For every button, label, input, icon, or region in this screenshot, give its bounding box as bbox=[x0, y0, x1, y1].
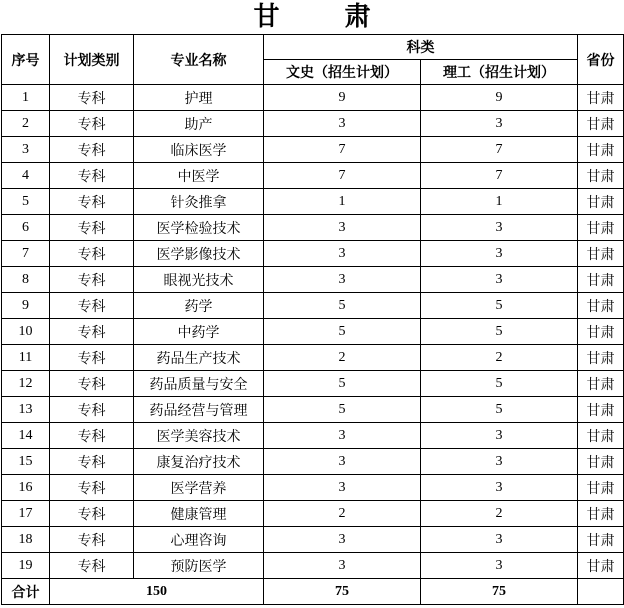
cell-seq: 4 bbox=[2, 163, 50, 189]
cell-major: 医学营养 bbox=[134, 475, 264, 501]
total-overall: 150 bbox=[50, 579, 264, 605]
cell-province: 甘肃 bbox=[578, 319, 624, 345]
cell-major: 眼视光技术 bbox=[134, 267, 264, 293]
cell-arts: 3 bbox=[264, 475, 421, 501]
cell-seq: 13 bbox=[2, 397, 50, 423]
cell-plan-type: 专科 bbox=[50, 345, 134, 371]
cell-province: 甘肃 bbox=[578, 423, 624, 449]
cell-plan-type: 专科 bbox=[50, 475, 134, 501]
cell-seq: 17 bbox=[2, 501, 50, 527]
cell-major: 临床医学 bbox=[134, 137, 264, 163]
cell-major: 药品生产技术 bbox=[134, 345, 264, 371]
cell-seq: 2 bbox=[2, 111, 50, 137]
cell-arts: 5 bbox=[264, 397, 421, 423]
table-row bbox=[2, 423, 624, 449]
cell-seq: 1 bbox=[2, 85, 50, 111]
cell-plan-type: 专科 bbox=[50, 371, 134, 397]
cell-province: 甘肃 bbox=[578, 553, 624, 579]
cell-arts: 5 bbox=[264, 371, 421, 397]
cell-science: 3 bbox=[421, 423, 578, 449]
cell-arts: 2 bbox=[264, 345, 421, 371]
page-title: 甘 肃 bbox=[253, 2, 399, 32]
cell-major: 护理 bbox=[134, 85, 264, 111]
table-row bbox=[2, 371, 624, 397]
cell-province: 甘肃 bbox=[578, 293, 624, 319]
cell-science: 5 bbox=[421, 293, 578, 319]
table-row bbox=[2, 267, 624, 293]
cell-major: 助产 bbox=[134, 111, 264, 137]
cell-arts: 9 bbox=[264, 85, 421, 111]
cell-province: 甘肃 bbox=[578, 527, 624, 553]
header-arts: 文史（招生计划） bbox=[264, 60, 421, 85]
table-row bbox=[2, 449, 624, 475]
cell-major: 针灸推拿 bbox=[134, 189, 264, 215]
cell-science: 9 bbox=[421, 85, 578, 111]
cell-science: 3 bbox=[421, 553, 578, 579]
cell-arts: 3 bbox=[264, 215, 421, 241]
cell-science: 3 bbox=[421, 215, 578, 241]
cell-science: 3 bbox=[421, 267, 578, 293]
cell-major: 健康管理 bbox=[134, 501, 264, 527]
header-province: 省份 bbox=[578, 35, 624, 85]
cell-plan-type: 专科 bbox=[50, 501, 134, 527]
cell-major: 药品质量与安全 bbox=[134, 371, 264, 397]
cell-seq: 19 bbox=[2, 553, 50, 579]
cell-seq: 12 bbox=[2, 371, 50, 397]
table-row bbox=[2, 111, 624, 137]
cell-seq: 18 bbox=[2, 527, 50, 553]
cell-science: 2 bbox=[421, 501, 578, 527]
cell-seq: 8 bbox=[2, 267, 50, 293]
cell-science: 7 bbox=[421, 137, 578, 163]
cell-science: 1 bbox=[421, 189, 578, 215]
cell-major: 药学 bbox=[134, 293, 264, 319]
total-label: 合计 bbox=[2, 579, 50, 605]
cell-seq: 6 bbox=[2, 215, 50, 241]
cell-plan-type: 专科 bbox=[50, 527, 134, 553]
cell-seq: 11 bbox=[2, 345, 50, 371]
cell-arts: 2 bbox=[264, 501, 421, 527]
cell-province: 甘肃 bbox=[578, 137, 624, 163]
cell-plan-type: 专科 bbox=[50, 163, 134, 189]
table-row bbox=[2, 215, 624, 241]
cell-science: 2 bbox=[421, 345, 578, 371]
table-row bbox=[2, 293, 624, 319]
total-arts: 75 bbox=[264, 579, 421, 605]
cell-plan-type: 专科 bbox=[50, 137, 134, 163]
cell-arts: 3 bbox=[264, 449, 421, 475]
cell-plan-type: 专科 bbox=[50, 267, 134, 293]
total-science: 75 bbox=[421, 579, 578, 605]
cell-province: 甘肃 bbox=[578, 345, 624, 371]
cell-province: 甘肃 bbox=[578, 501, 624, 527]
table-row bbox=[2, 241, 624, 267]
table-row bbox=[2, 475, 624, 501]
cell-province: 甘肃 bbox=[578, 163, 624, 189]
header-subject-group: 科类 bbox=[264, 35, 578, 60]
cell-major: 中药学 bbox=[134, 319, 264, 345]
table-row bbox=[2, 345, 624, 371]
cell-seq: 5 bbox=[2, 189, 50, 215]
cell-province: 甘肃 bbox=[578, 111, 624, 137]
total-row bbox=[2, 579, 624, 605]
total-province-empty bbox=[578, 579, 624, 605]
cell-major: 心理咨询 bbox=[134, 527, 264, 553]
cell-arts: 3 bbox=[264, 423, 421, 449]
cell-science: 7 bbox=[421, 163, 578, 189]
cell-province: 甘肃 bbox=[578, 267, 624, 293]
cell-plan-type: 专科 bbox=[50, 111, 134, 137]
cell-science: 3 bbox=[421, 111, 578, 137]
cell-plan-type: 专科 bbox=[50, 449, 134, 475]
cell-science: 3 bbox=[421, 241, 578, 267]
cell-province: 甘肃 bbox=[578, 215, 624, 241]
cell-major: 医学检验技术 bbox=[134, 215, 264, 241]
cell-province: 甘肃 bbox=[578, 397, 624, 423]
cell-seq: 9 bbox=[2, 293, 50, 319]
cell-plan-type: 专科 bbox=[50, 215, 134, 241]
cell-plan-type: 专科 bbox=[50, 189, 134, 215]
cell-seq: 15 bbox=[2, 449, 50, 475]
cell-province: 甘肃 bbox=[578, 85, 624, 111]
cell-plan-type: 专科 bbox=[50, 553, 134, 579]
cell-province: 甘肃 bbox=[578, 371, 624, 397]
cell-plan-type: 专科 bbox=[50, 397, 134, 423]
cell-province: 甘肃 bbox=[578, 241, 624, 267]
cell-province: 甘肃 bbox=[578, 189, 624, 215]
table-row bbox=[2, 85, 624, 111]
cell-plan-type: 专科 bbox=[50, 423, 134, 449]
cell-arts: 3 bbox=[264, 267, 421, 293]
cell-science: 3 bbox=[421, 449, 578, 475]
cell-major: 医学美容技术 bbox=[134, 423, 264, 449]
table-row bbox=[2, 163, 624, 189]
table-row bbox=[2, 527, 624, 553]
cell-science: 3 bbox=[421, 475, 578, 501]
cell-arts: 5 bbox=[264, 319, 421, 345]
cell-major: 中医学 bbox=[134, 163, 264, 189]
cell-arts: 5 bbox=[264, 293, 421, 319]
cell-plan-type: 专科 bbox=[50, 293, 134, 319]
cell-major: 医学影像技术 bbox=[134, 241, 264, 267]
cell-seq: 16 bbox=[2, 475, 50, 501]
header-science: 理工（招生计划） bbox=[421, 60, 578, 85]
cell-seq: 14 bbox=[2, 423, 50, 449]
cell-science: 5 bbox=[421, 371, 578, 397]
cell-science: 5 bbox=[421, 397, 578, 423]
cell-major: 康复治疗技术 bbox=[134, 449, 264, 475]
table-row bbox=[2, 319, 624, 345]
cell-seq: 3 bbox=[2, 137, 50, 163]
cell-science: 5 bbox=[421, 319, 578, 345]
cell-arts: 3 bbox=[264, 553, 421, 579]
cell-arts: 7 bbox=[264, 163, 421, 189]
header-seq: 序号 bbox=[2, 35, 50, 85]
cell-arts: 7 bbox=[264, 137, 421, 163]
cell-plan-type: 专科 bbox=[50, 85, 134, 111]
cell-seq: 7 bbox=[2, 241, 50, 267]
header-major: 专业名称 bbox=[134, 35, 264, 85]
cell-plan-type: 专科 bbox=[50, 241, 134, 267]
header-plan-type: 计划类别 bbox=[50, 35, 134, 85]
enrollment-table bbox=[1, 34, 624, 605]
cell-seq: 10 bbox=[2, 319, 50, 345]
table-row bbox=[2, 189, 624, 215]
cell-arts: 3 bbox=[264, 241, 421, 267]
cell-arts: 3 bbox=[264, 527, 421, 553]
cell-plan-type: 专科 bbox=[50, 319, 134, 345]
cell-province: 甘肃 bbox=[578, 475, 624, 501]
table-row bbox=[2, 501, 624, 527]
cell-province: 甘肃 bbox=[578, 449, 624, 475]
cell-arts: 3 bbox=[264, 111, 421, 137]
cell-arts: 1 bbox=[264, 189, 421, 215]
table-row bbox=[2, 397, 624, 423]
cell-major: 预防医学 bbox=[134, 553, 264, 579]
table-row bbox=[2, 137, 624, 163]
table-row bbox=[2, 553, 624, 579]
cell-science: 3 bbox=[421, 527, 578, 553]
cell-major: 药品经营与管理 bbox=[134, 397, 264, 423]
